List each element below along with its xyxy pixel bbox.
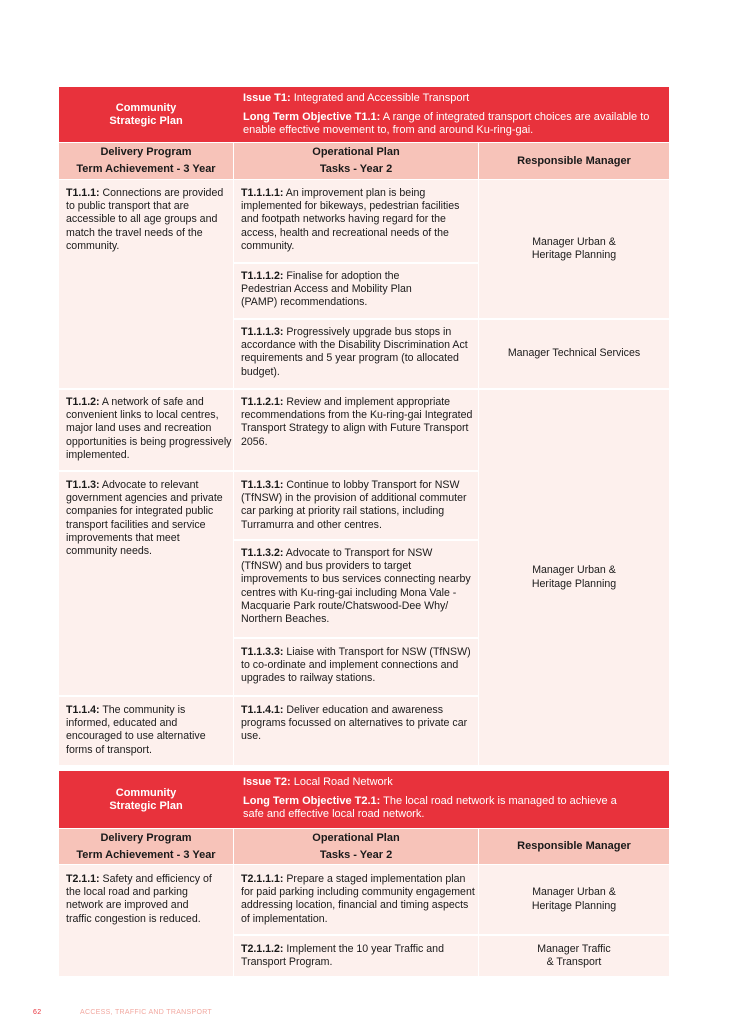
csp-label: Community Strategic Plan (59, 87, 233, 142)
task-item: T1.1.3.2: Advocate to Transport for NSW (TfNSW) and bus providers to target improvements to bus services connecting nearby centres with Ku-ring-gai including Mona Vale - Macquarie Park route/Chatswood-Dee Why/ Northern Beaches. (241, 547, 471, 626)
delivery-item: T1.1.1: Connections are provided to public transport that are accessible to all age groups and match the travel needs of the community. (66, 187, 224, 252)
row-separator (59, 695, 233, 697)
manager-cell: Manager Urban & Heritage Planning (531, 235, 617, 261)
task-item: T1.1.3.1: Continue to lobby Transport for NSW (TfNSW) in the provision of additional commuter car parking at priority rail stations, including Turramurra and other centres. (241, 479, 467, 531)
csp-label: Community Strategic Plan (59, 771, 233, 828)
task-item: T1.1.4.1: Deliver education and awareness programs focussed on alternatives to private car use. (241, 704, 468, 743)
task-item: T1.1.1.1: An improvement plan is being implemented for bikeways, pedestrian facilities and footpath networks having regard for the access, health and recreational needs of the community. (241, 187, 460, 252)
delivery-item: T2.1.1: Safety and efficiency of the local road and parking network are improved and traffic congestion is reduced. (66, 873, 212, 925)
row-separator (234, 388, 478, 390)
manager-cell: Manager Urban & Heritage Planning (531, 564, 617, 590)
responsible-manager-header: Responsible Manager (479, 829, 669, 864)
task-item: T2.1.1.2: Implement the 10 year Traffic and Transport Program. (241, 943, 444, 969)
delivery-column-bg (59, 180, 233, 765)
responsible-manager-header: Responsible Manager (479, 143, 669, 179)
row-separator (234, 539, 478, 541)
task-item: T1.1.3.3: Liaise with Transport for NSW (TfNSW) to co-ordinate and implement connections and upgrades to railway stations. (241, 646, 471, 685)
objective-text: Long Term Objective T2.1: The local road network is managed to achieve a safe and effective local road network. (243, 795, 617, 820)
row-separator (234, 470, 478, 472)
delivery-program-header: Delivery Program Term Achievement - 3 Year (59, 143, 233, 179)
row-separator (234, 695, 478, 697)
task-item: T2.1.1.1: Prepare a staged implementation plan for paid parking including community engagement addressing location, financial and timing aspects of implementation. (241, 873, 475, 925)
operational-plan-header: Operational Plan Tasks - Year 2 (234, 829, 478, 864)
operational-plan-header: Operational Plan Tasks - Year 2 (234, 143, 478, 179)
row-separator (234, 637, 478, 639)
delivery-program-header: Delivery Program Term Achievement - 3 Year (59, 829, 233, 864)
row-separator (234, 934, 478, 936)
row-separator (59, 470, 233, 472)
page-number: 62 (33, 1009, 42, 1016)
issue-heading: Issue T2: Local Road Network (243, 776, 393, 788)
issue-objective-block (233, 771, 669, 828)
task-item: T1.1.1.2: Finalise for adoption the Pedestrian Access and Mobility Plan (PAMP) recommendations. (241, 270, 412, 309)
delivery-item: T1.1.3: Advocate to relevant government agencies and private companies for integrated public transport facilities and service improvements that meet community needs. (66, 479, 223, 558)
footer-section-title: ACCESS, TRAFFIC AND TRANSPORT (80, 1009, 212, 1016)
issue-heading: Issue T1: Integrated and Accessible Transport (243, 92, 470, 104)
delivery-item: T1.1.4: The community is informed, educated and encouraged to use alternative forms of transport. (66, 704, 206, 756)
manager-cell: Manager Urban & Heritage Planning (531, 886, 617, 912)
row-separator (234, 262, 478, 264)
task-item: T1.1.2.1: Review and implement appropriate recommendations from the Ku-ring-gai Integrated Transport Strategy to align with Future Transport 2056. (241, 396, 473, 448)
manager-cell: Manager Technical Services (507, 347, 641, 360)
row-separator (59, 388, 233, 390)
delivery-item: T1.1.2: A network of safe and convenient links to local centres, major land uses and recreation opportunities is being progressively implemented. (66, 396, 232, 461)
issue-objective-block (233, 87, 669, 142)
row-separator (234, 318, 478, 320)
objective-text: Long Term Objective T1.1: A range of integrated transport choices are available to enable effective movement to, from and around Ku-ring-gai. (243, 111, 650, 136)
manager-cell: Manager Traffic & Transport (537, 942, 611, 968)
task-item: T1.1.1.3: Progressively upgrade bus stops in accordance with the Disability Discrimination Act requirements and 5 year program (to allocated budget). (241, 326, 468, 378)
